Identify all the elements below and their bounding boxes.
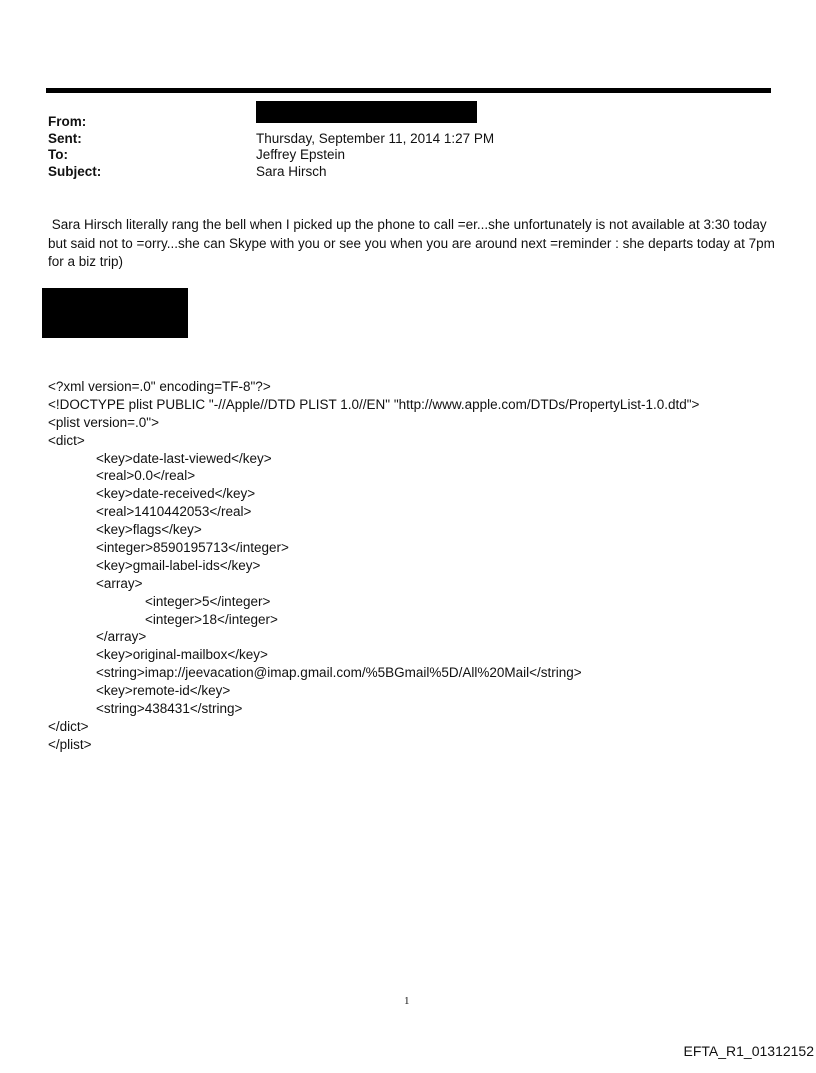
xml-line: <key>gmail-label-ids</key> xyxy=(96,557,261,573)
xml-line: <integer>8590195713</integer> xyxy=(96,540,289,556)
document-id: EFTA_R1_01312152 xyxy=(683,1043,814,1059)
xml-line: <string>438431</string> xyxy=(96,701,243,717)
xml-line: </dict> xyxy=(48,718,89,734)
sent-label: Sent: xyxy=(48,130,82,146)
xml-line: <integer>5</integer> xyxy=(145,593,271,609)
xml-line: <!DOCTYPE plist PUBLIC "-//Apple//DTD PLIST 1.0//EN" "http://www.apple.com/DTDs/PropertyList-1.0.dtd"> xyxy=(48,396,700,412)
xml-line: </array> xyxy=(96,629,147,645)
xml-line: <string>imap://jeevacation@imap.gmail.com/%5BGmail%5D/All%20Mail</string> xyxy=(96,665,582,681)
to-value: Jeffrey Epstein xyxy=(256,147,346,162)
plist-xml xyxy=(48,378,699,754)
redaction-from xyxy=(256,101,477,123)
to-label: To: xyxy=(48,147,68,162)
xml-line: <integer>18</integer> xyxy=(145,611,278,627)
xml-line: <?xml version=.0" encoding=TF-8"?> xyxy=(48,379,271,394)
redaction-signature xyxy=(42,288,188,338)
xml-line: <dict> xyxy=(48,432,85,448)
xml-line: <key>date-last-viewed</key> xyxy=(96,450,272,466)
xml-line: </plist> xyxy=(48,736,92,752)
sent-value: Thursday, September 11, 2014 1:27 PM xyxy=(256,130,495,146)
xml-line: <real>0.0</real> xyxy=(96,468,196,484)
xml-line: <real>1410442053</real> xyxy=(96,504,252,520)
xml-line: <key>flags</key> xyxy=(96,522,202,538)
email-body: Sara Hirsch literally rang the bell when I picked up the phone to call =er...she unfortunately is not available at 3:30 today but said not to =orry...she can Skype with you or see you when you are around next =reminder : she departs today at 7pm for a biz trip) xyxy=(48,217,779,269)
xml-line: <array> xyxy=(96,575,143,591)
xml-line: <key>original-mailbox</key> xyxy=(96,647,268,663)
header-rule xyxy=(46,88,771,93)
xml-line: <plist version=.0"> xyxy=(48,414,159,430)
subject-value: Sara Hirsch xyxy=(256,163,327,179)
xml-line: <key>remote-id</key> xyxy=(96,683,231,699)
page-number: 1 xyxy=(404,995,410,1007)
from-label: From: xyxy=(48,114,87,129)
xml-line: <key>date-received</key> xyxy=(96,486,256,502)
subject-label: Subject: xyxy=(48,163,102,179)
